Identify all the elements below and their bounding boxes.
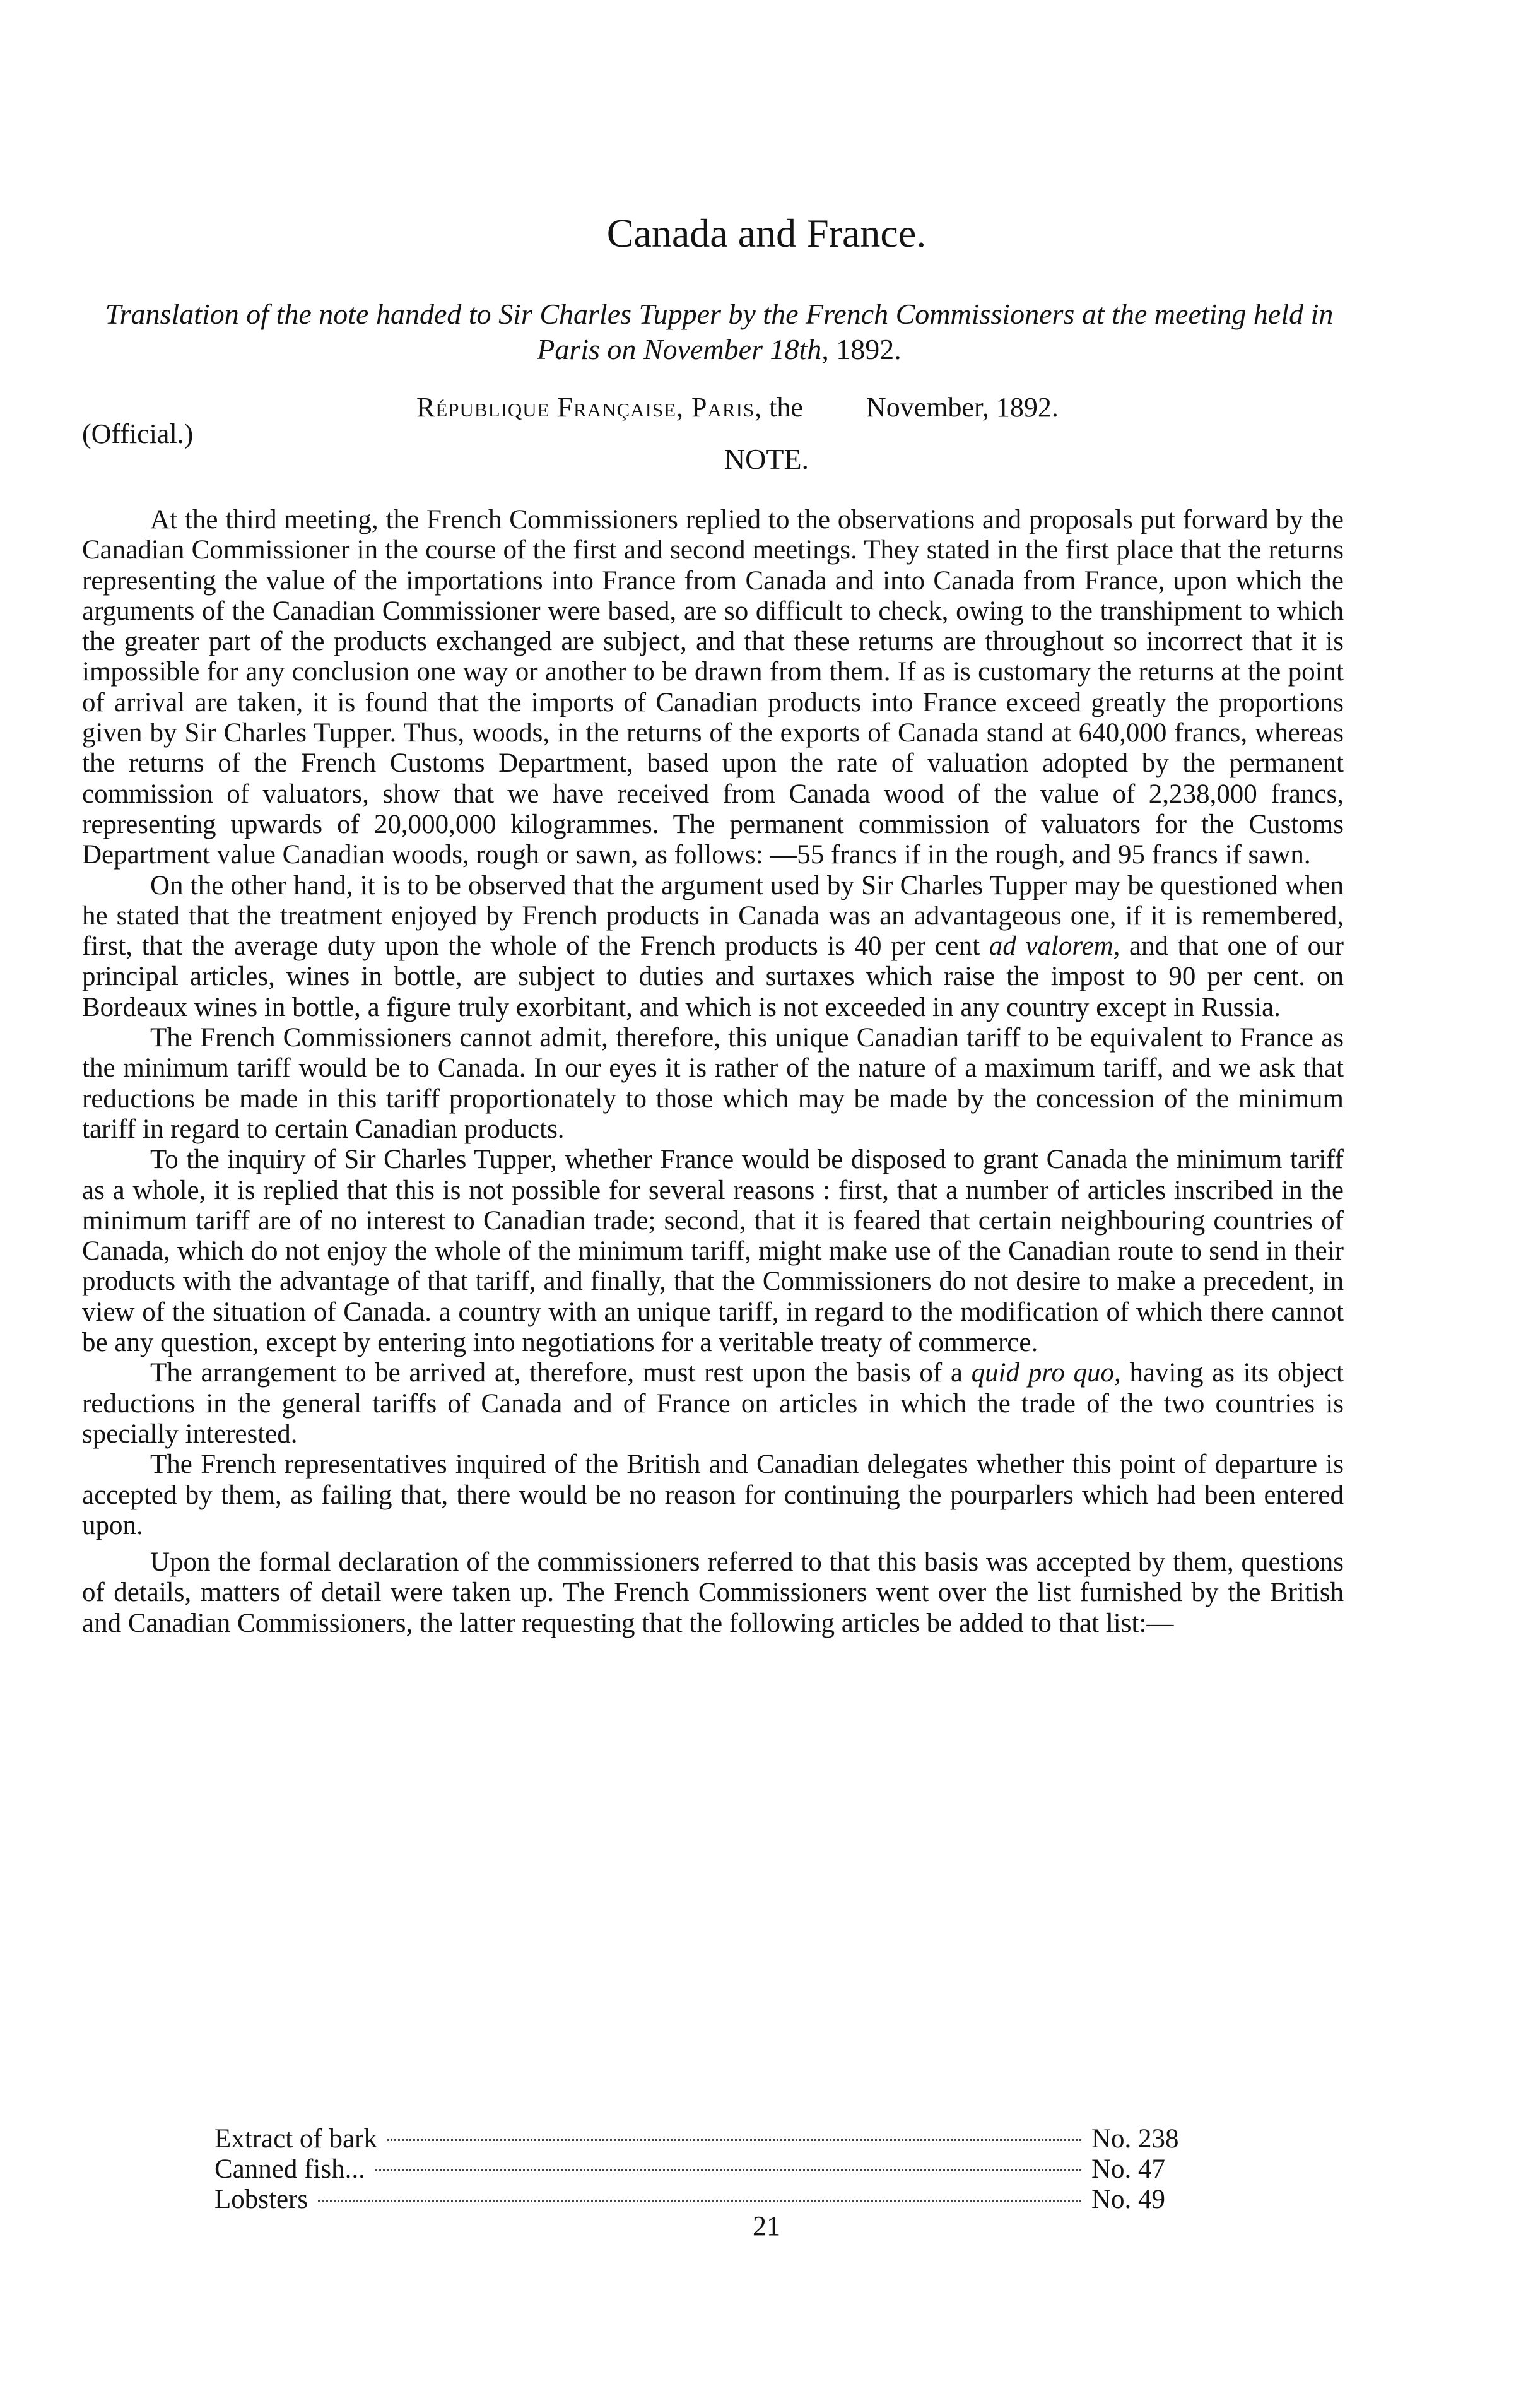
page-title: Canada and France. [606, 211, 927, 256]
paragraph-2 [82, 871, 1344, 1023]
paragraph-5 [82, 1358, 1344, 1449]
list-item-name: Lobsters [214, 2185, 308, 2214]
leader-dots [375, 2169, 1081, 2171]
dateline-republic: République Française, Paris, [416, 392, 763, 423]
paragraph-5-italic: quid pro quo, [971, 1358, 1121, 1388]
list-item [214, 2124, 1236, 2154]
list-item-number: No. 238 [1091, 2124, 1179, 2154]
note-heading: NOTE. [724, 443, 809, 475]
subtitle-text: Translation of the note handed to Sir Charles Tupper by the French Commissioners at the meeting held in Paris on November 18th, [105, 298, 1334, 365]
paragraph-7: Upon the formal declaration of the commissioners referred to that this basis was accepted by them, questions of details, matters of detail were taken up. The French Commissioners went over the list furnished by the British and Canadian Commissioners, the latter requesting that the following articles be added to that list:— [82, 1547, 1344, 1638]
subtitle-year: 1892. [836, 333, 902, 365]
list-item-name: Extract of bark [214, 2124, 377, 2154]
paragraph-2-text-b: and that one of our principal articles, wines in bottle, are subject to duties and surtaxes which raise the impost to 90 per cent. on Bordeaux wines in bottle, a figure truly exorbitant, and which is not exceeded in any country except in Russia. [82, 931, 1344, 1022]
paragraph-3: The French Commissioners cannot admit, therefore, this unique Canadian tariff to be equivalent to France as the minimum tariff would be to Canada. In our eyes it is rather of the nature of a maximum tariff, and we ask that reductions be made in this tariff proportionately to those which may be made by the concession of the minimum tariff in regard to certain Canadian products. [82, 1023, 1344, 1144]
translation-subtitle [82, 297, 1356, 367]
articles-list [214, 2124, 1236, 2215]
dateline-month: November, 1892. [866, 392, 1059, 423]
official-label: (Official.) [82, 418, 194, 449]
leader-dots [387, 2139, 1081, 2141]
list-item-number: No. 47 [1091, 2154, 1166, 2184]
leader-dots [318, 2200, 1081, 2202]
paragraph-2-text-a: On the other hand, it is to be observed that the argument used by Sir Charles Tupper may be questioned when he stated that the treatment enjoyed by French products in Canada was an advantageous one, if it is remembered, first, that the average duty upon the whole of the French products is 40 per cent [82, 870, 1344, 962]
list-item-name: Canned fish... [214, 2154, 365, 2184]
body-text [82, 505, 1344, 1639]
dateline-the: the [769, 392, 803, 423]
list-item [214, 2154, 1236, 2185]
page-number: 21 [753, 2210, 780, 2241]
paragraph-6: The French representatives inquired of the British and Canadian delegates whether this point of departure is accepted by them, as failing that, there would be no reason for continuing the pourparlers which had been entered upon. [82, 1449, 1344, 1540]
paragraph-5-text-a: The arrangement to be arrived at, therefore, must rest upon the basis of a [150, 1358, 972, 1388]
dateline [416, 390, 1059, 425]
paragraph-2-italic: ad valorem, [989, 931, 1120, 962]
paragraph-4: To the inquiry of Sir Charles Tupper, whether France would be disposed to grant Canada the minimum tariff as a whole, it is replied that this is not possible for several reasons : first, that a number of articles inscribed in the minimum tariff are of no interest to Canadian trade; second, that it is feared that certain neighbouring countries of Canada, which do not enjoy the whole of the minimum tariff, might make use of the Canadian route to send in their products with the advantage of that tariff, and finally, that the Commissioners do not desire to make a precedent, in view of the situation of Canada. a country with an unique tariff, in regard to the modification of which there cannot be any question, except by entering into negotiations for a veritable treaty of commerce. [82, 1145, 1344, 1358]
list-item-number: No. 49 [1091, 2185, 1166, 2214]
paragraph-1: At the third meeting, the French Commissioners replied to the observations and proposals put forward by the Canadian Commissioner in the course of the first and second meetings. They stated in the first place that the returns representing the value of the importations into France from Canada and into Canada from France, upon which the arguments of the Canadian Commissioner were based, are so difficult to check, owing to the transhipment to which the greater part of the products exchanged are subject, and that these returns are throughout so incorrect that it is impossible for any conclusion one way or another to be drawn from them. If as is customary the returns at the point of arrival are taken, it is found that the imports of Canadian products into France exceed greatly the proportions given by Sir Charles Tupper. Thus, woods, in the returns of the exports of Canada stand at 640,000 francs, whereas the returns of the French Customs Department, based upon the rate of valuation adopted by the permanent commission of valuators, show that we have received from Canada wood of the value of 2,238,000 francs, representing upwards of 20,000,000 kilogrammes. The permanent commission of valuators for the Customs Department value Canadian woods, rough or sawn, as follows: —55 francs if in the rough, and 95 francs if sawn. [82, 505, 1344, 870]
paragraph-5-text-b: having as its object reductions in the general tariffs of Canada and of France on articles in which the trade of the two countries is specially interested. [82, 1358, 1344, 1449]
